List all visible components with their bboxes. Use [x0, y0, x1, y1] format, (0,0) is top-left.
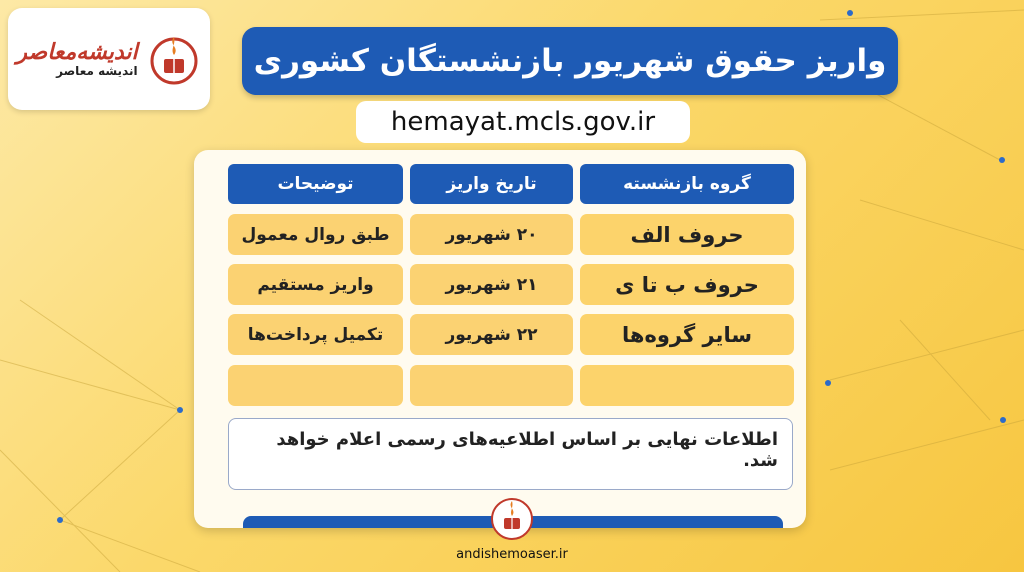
brand-logo-subtitle: اندیشه معاصر	[56, 64, 138, 79]
table-cell-date	[410, 365, 573, 406]
table-cell-group: سایر گروه‌ها	[580, 314, 794, 355]
schedule-card	[194, 150, 806, 528]
header-notes: توضیحات	[228, 164, 403, 204]
table-cell-group	[580, 365, 794, 406]
footer-site: andishemoaser.ir	[456, 547, 568, 562]
website-url: hemayat.mcls.gov.ir	[356, 101, 690, 143]
page-title: واریز حقوق شهریور بازنشستگان کشوری	[242, 27, 898, 95]
table-cell-date: ۲۲ شهریور	[410, 314, 573, 355]
brand-logo-text: اندیشه‌معاصر	[16, 38, 138, 65]
table-cell-notes: واریز مستقیم	[228, 264, 403, 305]
table-cell-group: حروف الف	[580, 214, 794, 255]
header-date: تاریخ واریز	[410, 164, 573, 204]
header-group: گروه بازنشسته	[580, 164, 794, 204]
table-cell-notes: طبق روال معمول	[228, 214, 403, 255]
table-cell-notes	[228, 365, 403, 406]
brand-logo	[8, 8, 210, 110]
table-cell-notes: تکمیل پرداخت‌ها	[228, 314, 403, 355]
info-note: اطلاعات نهایی بر اساس اطلاعیه‌های رسمی اعلام خواهد شد.	[228, 418, 793, 490]
table-cell-date: ۲۰ شهریور	[410, 214, 573, 255]
table-cell-date: ۲۱ شهریور	[410, 264, 573, 305]
footer-emblem-icon	[490, 497, 534, 541]
table-cell-group: حروف ب تا ی	[580, 264, 794, 305]
emblem-icon	[146, 31, 202, 87]
